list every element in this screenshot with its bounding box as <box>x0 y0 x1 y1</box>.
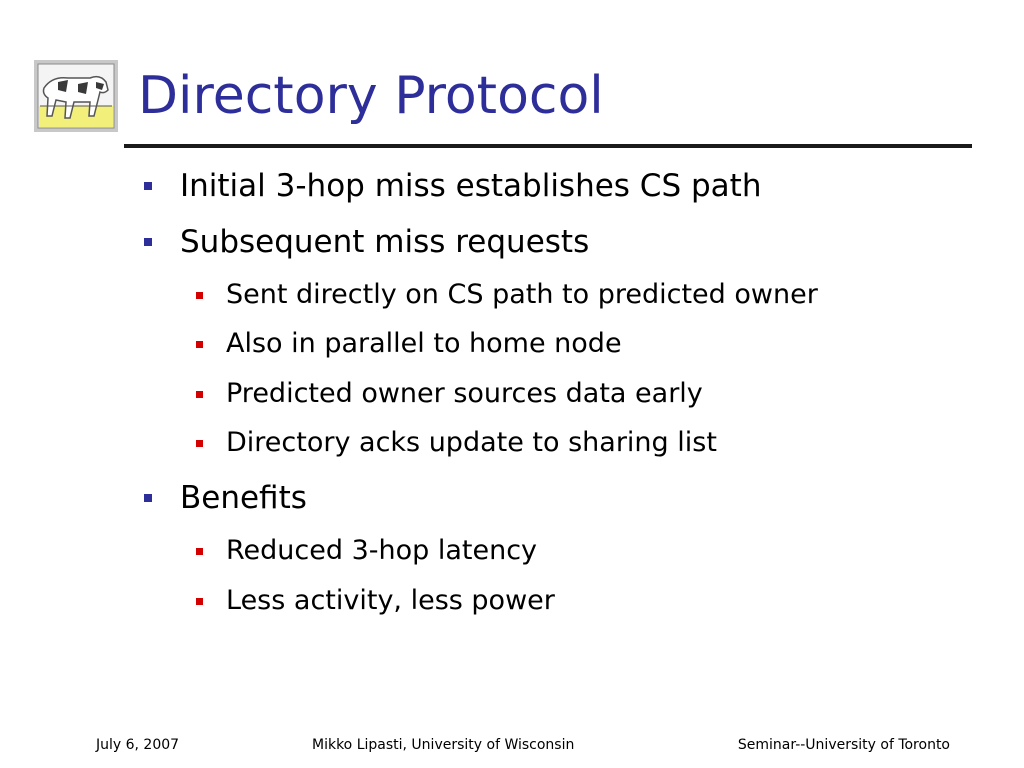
sub-bullet-text: Predicted owner sources data early <box>226 378 703 409</box>
square-bullet-icon <box>144 182 152 190</box>
sub-bullet-text: Reduced 3-hop latency <box>226 535 538 566</box>
footer-date: July 6, 2007 <box>96 737 180 753</box>
bullet-item <box>180 478 307 518</box>
square-bullet-icon <box>196 598 203 605</box>
sub-bullet-item <box>226 425 717 461</box>
square-bullet-icon <box>196 292 203 299</box>
square-bullet-icon <box>196 341 203 348</box>
bullet-text: Subsequent miss requests <box>180 224 590 260</box>
sub-bullet-text: Less activity, less power <box>226 585 555 616</box>
square-bullet-icon <box>196 440 203 447</box>
square-bullet-icon <box>144 238 152 246</box>
bullet-text: Initial 3-hop miss establishes CS path <box>180 168 762 204</box>
sub-bullet-item <box>226 583 555 619</box>
sub-bullet-item <box>226 326 622 362</box>
slide-title: Directory Protocol <box>138 66 604 126</box>
sub-bullet-text: Also in parallel to home node <box>226 328 622 359</box>
footer-venue: Seminar--University of Toronto <box>737 737 950 753</box>
sub-bullet-item <box>226 376 703 412</box>
square-bullet-icon <box>144 494 152 502</box>
bullet-text: Benefits <box>180 480 307 516</box>
square-bullet-icon <box>196 391 203 398</box>
sub-bullet-text: Directory acks update to sharing list <box>226 427 717 458</box>
sub-bullet-item <box>226 277 818 313</box>
footer-author: Mikko Lipasti, University of Wisconsin <box>312 737 575 753</box>
bullet-item <box>180 166 761 206</box>
bullet-item <box>180 222 589 262</box>
sub-bullet-text: Sent directly on CS path to predicted owner <box>226 279 818 310</box>
sub-bullet-item <box>226 533 537 569</box>
square-bullet-icon <box>196 548 203 555</box>
